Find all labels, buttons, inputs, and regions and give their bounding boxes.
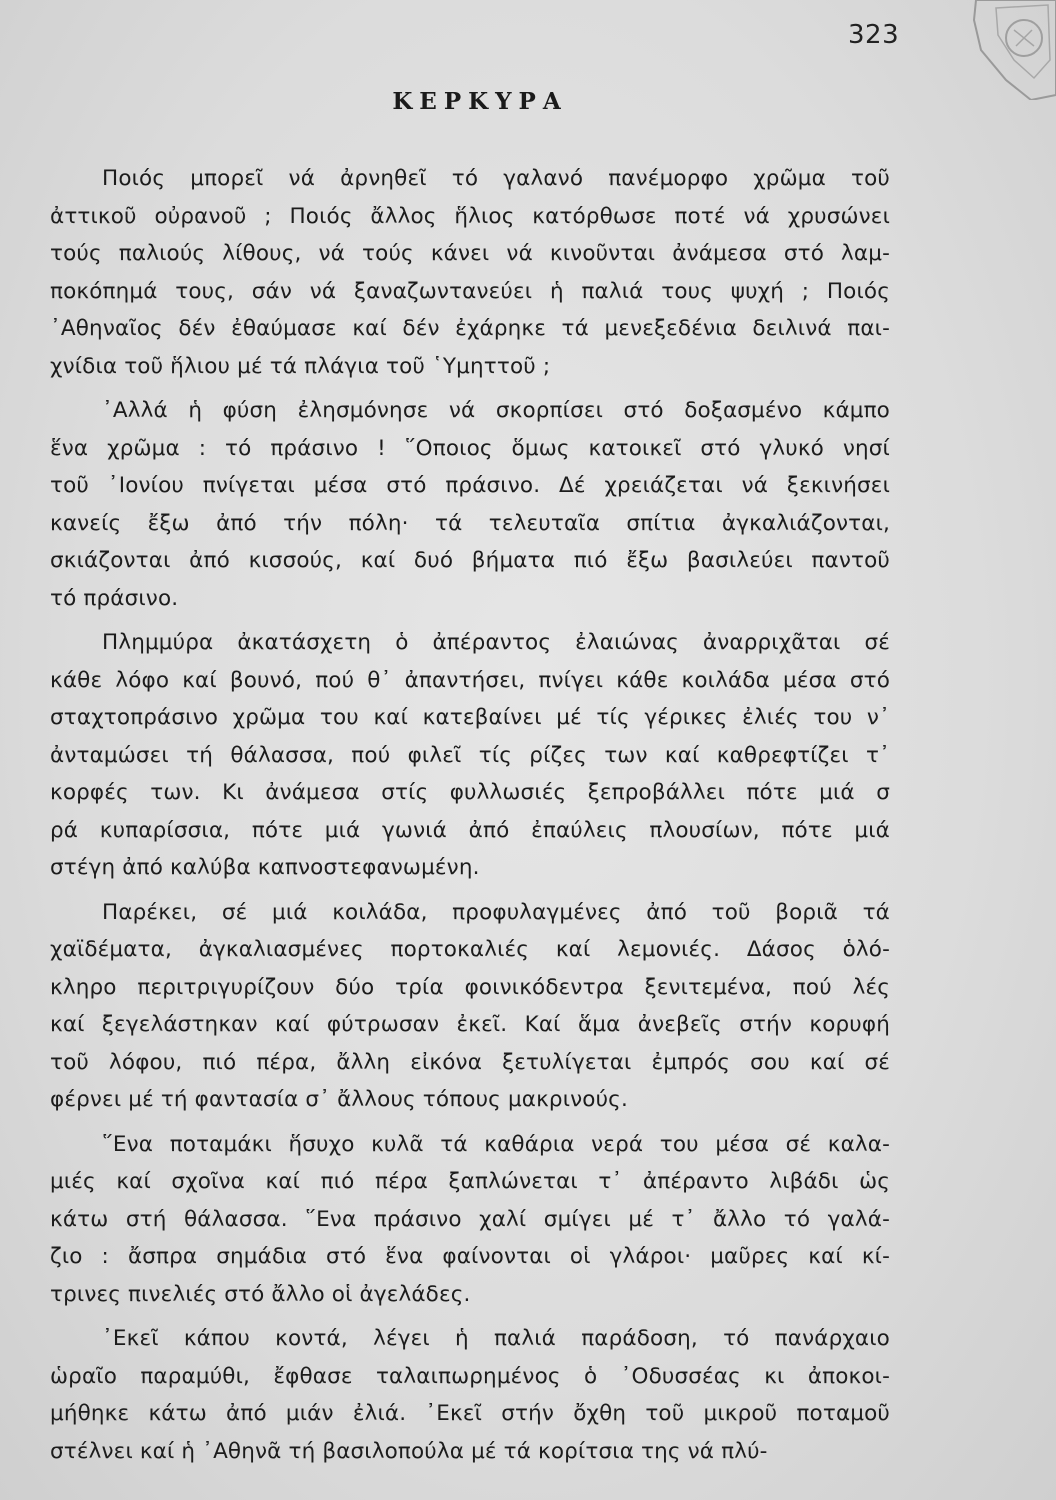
- text-line: χαϊδέματα, ἀγκαλιασμένες πορτοκαλιές καί λεμονιές. Δάσος ὁλό-: [50, 937, 890, 962]
- text-line: ἀττικοῦ οὐρανοῦ ; Ποιός ἄλλος ἥλιος κατόρθωσε ποτέ νά χρυσώνει: [50, 203, 890, 229]
- text-line: κάθε λόφο καί βουνό, πού θ᾿ ἀπαντήσει, πνίγει κάθε κοιλάδα μέσα στό: [50, 667, 890, 693]
- text-line: ᾿Αλλά ἡ φύση ἐλησμόνησε νά σκορπίσει στό δοξασμένο κάμπο: [102, 398, 890, 423]
- text-line: ἀνταμώσει τή θάλασσα, πού φιλεῖ τίς ρίζες των καί καθρεφτίζει τ᾿: [50, 742, 890, 768]
- text-line: ζιο : ἄσπρα σημάδια στό ἕνα φαίνονται οἱ γλάροι· μαῦρες καί κί-: [50, 1244, 890, 1269]
- text-line: Ποιός μπορεῖ νά ἀρνηθεῖ τό γαλανό πανέμορφο χρῶμα τοῦ: [102, 166, 890, 191]
- paragraph: [50, 1320, 890, 1470]
- paragraph: [50, 624, 890, 887]
- text-line: ᾿Εκεῖ κάπου κοντά, λέγει ἡ παλιά παράδοση, τό πανάρχαιο: [102, 1326, 890, 1351]
- text-line: καί ξεγελάστηκαν καί φύτρωσαν ἐκεῖ. Καί ἅμα ἀνεβεῖς στήν κορυφή: [50, 1012, 890, 1037]
- text-line: σκιάζονται ἀπό κισσούς, καί δυό βήματα πιό ἔξω βασιλεύει παντοῦ: [50, 548, 890, 573]
- text-line: ἕνα χρῶμα : τό πράσινο ! ῞Οποιος ὅμως κατοικεῖ στό γλυκό νησί: [50, 435, 890, 461]
- text-line: ποκόπημά τους, σάν νά ξαναζωντανεύει ἡ παλιά τους ψυχή ; Ποιός: [50, 278, 890, 304]
- text-line: ὡραῖο παραμύθι, ἔφθασε ταλαιπωρημένος ὁ ᾿Οδυσσέας κι ἀποκοι-: [50, 1363, 890, 1389]
- paragraph: [50, 160, 890, 385]
- text-line: στέγη ἀπό καλύβα καπνοστεφανωμένη.: [50, 855, 480, 880]
- text-line: κληρο περιτριγυρίζουν δύο τρία φοινικόδεντρα ξενιτεμένα, πού λές: [50, 974, 890, 1000]
- text-line: κάτω στή θάλασσα. ῞Ενα πράσινο χαλί σμίγει μέ τ᾿ ἄλλο τό γαλά-: [50, 1206, 890, 1232]
- text-line: τοῦ ᾿Ιονίου πνίγεται μέσα στό πράσινο. Δέ χρειάζεται νά ξεκινήσει: [50, 473, 890, 498]
- page-number: 323: [848, 20, 900, 50]
- text-line: Παρέκει, σέ μιά κοιλάδα, προφυλαγμένες ἀπό τοῦ βοριᾶ τά: [102, 899, 890, 925]
- paragraph: [50, 894, 890, 1119]
- library-stamp-icon: [936, 0, 1056, 100]
- text-line: μήθηκε κάτω ἀπό μιάν ἐλιά. ᾿Εκεῖ στήν ὄχθη τοῦ μικροῦ ποταμοῦ: [50, 1401, 890, 1426]
- text-line: χνίδια τοῦ ἥλιου μέ τά πλάγια τοῦ ῾Υμηττοῦ ;: [50, 353, 551, 379]
- paragraph: [50, 1126, 890, 1314]
- text-line: τό πράσινο.: [50, 585, 179, 611]
- text-line: Πλημμύρα ἀκατάσχετη ὁ ἀπέραντος ἐλαιώνας ἀναρριχᾶται σέ: [102, 630, 890, 655]
- chapter-title: ΚΕΡΚΥΡΑ: [392, 88, 568, 115]
- text-line: ρά κυπαρίσσια, πότε μιά γωνιά ἀπό ἐπαύλεις πλουσίων, πότε μιά: [50, 817, 890, 843]
- text-line: κανείς ἔξω ἀπό τήν πόλη· τά τελευταῖα σπίτια ἀγκαλιάζονται,: [50, 510, 890, 536]
- text-line: φέρνει μέ τή φαντασία σ᾿ ἄλλους τόπους μακρινούς.: [50, 1087, 628, 1112]
- text-line: μιές καί σχοῖνα καί πιό πέρα ξαπλώνεται τ᾿ ἀπέραντο λιβάδι ὡς: [50, 1169, 890, 1194]
- text-line: τρινες πινελιές στό ἄλλο οἱ ἀγελάδες.: [50, 1281, 471, 1307]
- text-line: στέλνει καί ἡ ᾿Αθηνᾶ τή βασιλοπούλα μέ τά κορίτσια της νά πλύ-: [50, 1438, 768, 1464]
- text-line: σταχτοπράσινο χρῶμα του καί κατεβαίνει μέ τίς γέρικες ἐλιές του ν᾿: [50, 705, 890, 730]
- text-line: κορφές των. Κι ἀνάμεσα στίς φυλλωσιές ξεπροβάλλει πότε μιά σ: [50, 780, 890, 805]
- text-line: τοῦ λόφου, πιό πέρα, ἄλλη εἰκόνα ξετυλίγεται ἐμπρός σου καί σέ: [50, 1049, 890, 1075]
- text-line: ᾿Αθηναῖος δέν ἐθαύμασε καί δέν ἐχάρηκε τά μενεξεδένια δειλινά παι-: [50, 316, 890, 341]
- text-line: ῞Ενα ποταμάκι ἥσυχο κυλᾶ τά καθάρια νερά του μέσα σέ καλα-: [102, 1131, 890, 1157]
- body-text: [50, 160, 890, 1477]
- text-line: τούς παλιούς λίθους, νά τούς κάνει νά κινοῦνται ἀνάμεσα στό λαμ-: [50, 241, 890, 266]
- paragraph: [50, 392, 890, 617]
